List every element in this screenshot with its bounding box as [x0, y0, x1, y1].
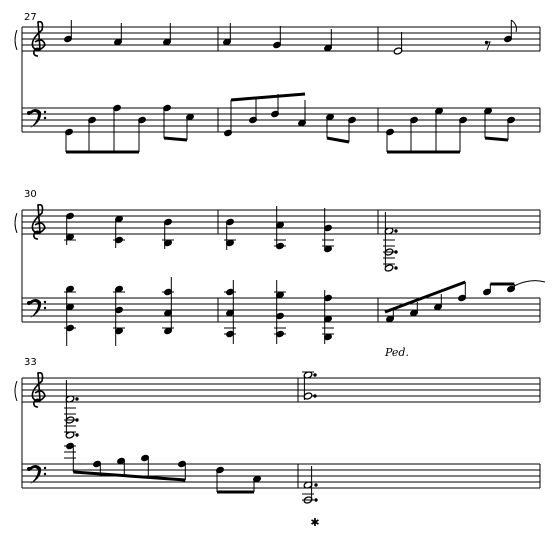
- treble-staff-1: [22, 27, 540, 51]
- brace-2: [15, 213, 17, 233]
- treble-staff-3: [22, 378, 540, 402]
- measure-number: 27: [24, 12, 37, 23]
- brace-1: [15, 30, 17, 50]
- pedal-marking: Ped.: [385, 346, 409, 359]
- bass-clef-icon: [27, 465, 46, 484]
- system-3: [15, 378, 540, 488]
- bass-clef-icon: [27, 109, 46, 128]
- pedal-release-icon: ✱: [310, 516, 320, 529]
- notes-system-3: [64, 371, 317, 504]
- measure-number: 30: [24, 189, 37, 200]
- bass-staff-3: [22, 464, 540, 488]
- bass-clef-icon: [27, 299, 46, 318]
- measure-number: 33: [24, 357, 37, 368]
- brace-3: [15, 381, 17, 401]
- notes-system-2: [64, 206, 545, 346]
